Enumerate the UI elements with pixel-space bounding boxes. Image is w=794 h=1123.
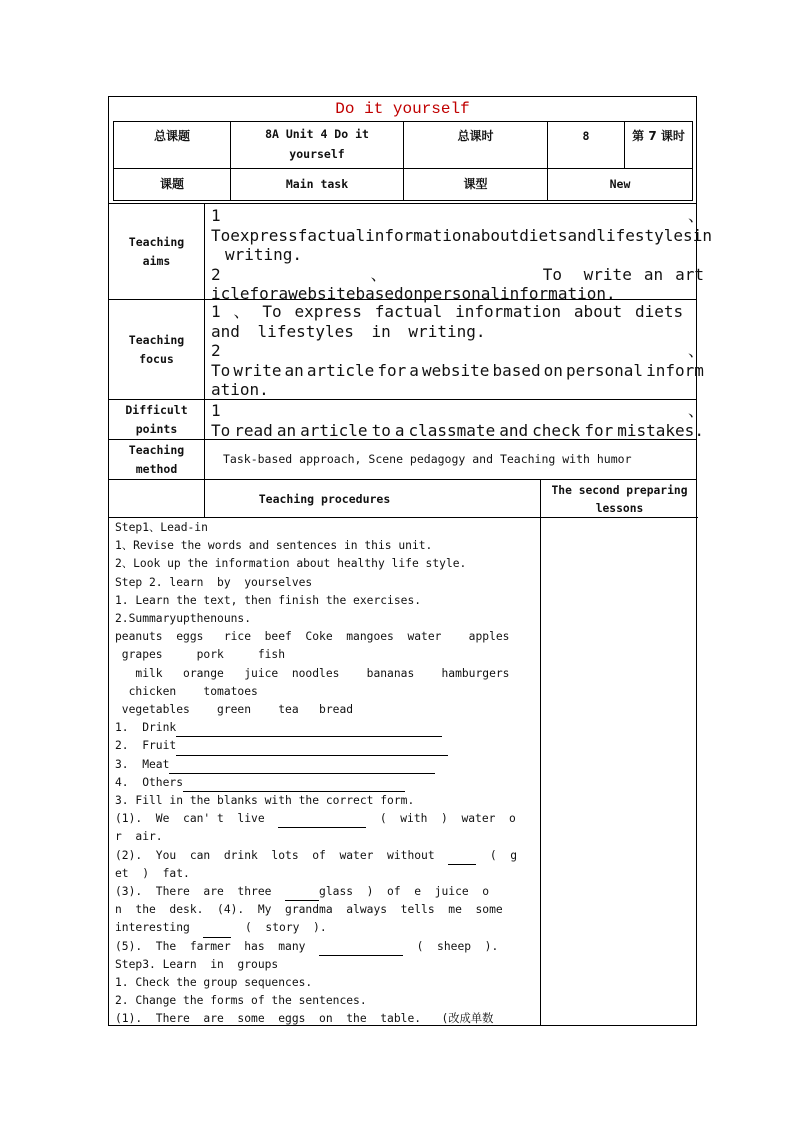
header-topic-text: 课题 [159,177,184,191]
blank-line-drink: 1. Drink [115,719,537,737]
header-type-label [403,168,548,201]
header-lesson-number-text: 第 7 课时 [632,129,685,143]
answer-blank[interactable] [176,724,442,737]
proc-line: 2. Change the forms of the sentences. [115,994,367,1008]
difficult-content [205,399,710,442]
difficult-line-2: To read an article to a classmate and check for mistakes. [211,420,704,440]
answer-blank[interactable] [278,815,366,828]
focus-line-4: To write an article for a website based on personal inform [211,360,704,380]
blank-line-fruit: 2. Fruit [115,737,537,755]
fill-item-5: (5). The farmer has many ( sheep ). [115,938,537,956]
aims-line-2: To express factual information about diets and lifestyles in [211,225,712,245]
answer-blank[interactable] [176,743,448,756]
header-total-hours-number: 8 [582,129,590,143]
fill-item-3: (3). There are three glass ) of e juice o [115,883,537,901]
header-total-topic-text: 总课题 [153,129,190,143]
proc-line: 1. Check the group sequences. [115,976,313,990]
answer-blank[interactable] [319,943,403,956]
focus-label [109,300,204,399]
aims-line-5: icle for a website based on personal information. [211,284,616,303]
focus-label-line2: focus [139,351,174,366]
header-total-topic-label [113,121,231,169]
fill-item-4: interesting ( story ). [115,919,537,937]
proc-line: (1). There are some eggs on the table. (改成单数 [115,1012,494,1026]
proc-line: chicken tomatoes [115,684,258,698]
method-label [109,440,204,479]
procedures-header-text: Teaching procedures [258,492,391,506]
header-topic-value [230,168,404,201]
proc-line: Step 2. learn by yourselves [115,575,313,589]
proc-line: vegetables green tea bread [115,703,354,717]
header-unit-title [230,121,404,169]
proc-line: Step3. Learn in groups [115,957,279,971]
proc-line: Step1、Lead-in [115,521,208,534]
second-preparing-line1: The second preparing [551,484,688,497]
aims-label-line2: aims [142,253,171,268]
procedures-body [115,519,537,1029]
focus-line-1: 1 、 To express factual information about diets [211,302,684,321]
answer-blank[interactable] [203,925,231,938]
header-total-hours-text: 总课时 [457,129,494,143]
answer-blank[interactable] [169,761,435,774]
proc-line: milk orange juice noodles bananas hamburgers [115,666,510,680]
focus-line-2: and lifestyles in writing. [211,321,486,341]
blank-line-others: 4. Others [115,774,537,792]
method-label-line1: Teaching [128,442,185,457]
answer-blank[interactable] [285,888,319,901]
difficult-label-line1: Difficult [125,402,188,417]
proc-line: n the desk. (4). My grandma always tells me some [115,903,503,917]
header-lesson-number [624,121,693,169]
fill-item-2: (2). You can drink lots of water without ( g [115,847,537,865]
header-unit-line1: 8A Unit 4 Do it [265,127,369,141]
proc-line: 2、Look up the information about healthy life style. [115,557,467,571]
proc-line: 1. Learn the text, then finish the exercises. [115,593,422,607]
aims-line-1: 1 、 [211,206,704,225]
aims-label [109,204,204,299]
difficult-label-line2: points [135,421,178,436]
proc-line: grapes pork fish [115,648,286,662]
header-topic-value-text: Main task [285,177,349,191]
proc-line: 2.Summaryupthenouns. [115,612,252,626]
header-topic-label [113,168,231,201]
focus-line-5: ation. [211,380,269,399]
difficult-line-1: 1 、 [211,401,704,420]
difficult-label [109,400,204,439]
blank-line-meat: 3. Meat [115,756,537,774]
aims-content [205,204,710,306]
proc-line: 3. Fill in the blanks with the correct form. [115,794,415,808]
aims-line-3: writing. [225,245,303,264]
divider [540,479,541,1025]
proc-line: peanuts eggs rice beef Coke mangoes water apples [115,630,510,644]
header-total-hours-label [403,121,548,169]
procedures-header [109,480,540,517]
header-type-value [547,168,693,201]
answer-blank[interactable] [183,779,405,792]
focus-content [205,300,710,402]
second-preparing-header [541,482,698,518]
divider [109,517,540,518]
header-type-text: 课型 [463,177,488,191]
method-label-line2: method [135,461,178,476]
second-preparing-line2: lessons [595,502,644,515]
answer-blank[interactable] [448,852,476,865]
header-unit-line2: yourself [289,147,345,161]
focus-label-line1: Teaching [128,332,185,347]
focus-line-3: 2 、 [211,341,704,360]
aims-line-4: 2 、 To write an art [211,264,704,284]
aims-label-line1: Teaching [128,234,185,249]
lesson-plan-sheet [108,96,712,1026]
method-text: Task-based approach, Scene pedagogy and Teaching with humor [223,452,632,466]
proc-line: r air. [115,830,163,844]
header-total-hours-value [547,121,625,169]
header-type-value-text: New [609,177,631,191]
proc-line: 1、Revise the words and sentences in this unit. [115,539,433,553]
proc-line: et ) fat. [115,866,190,880]
document-title: Do it yourself [335,100,470,118]
fill-item-1: (1). We can' t live ( with ) water o [115,810,537,828]
